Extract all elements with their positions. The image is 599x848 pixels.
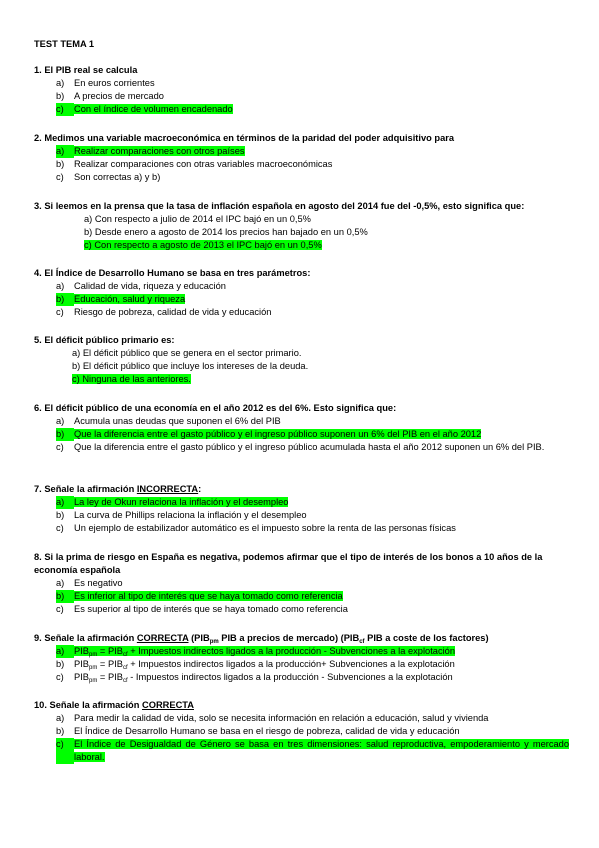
question-title: 6. El déficit público de una economía en el año 2012 es del 6%. Esto significa que: [34,403,397,413]
question-5 [34,334,569,386]
option-c: c) Un ejemplo de estabilizador automático es el impuesto sobre la renta de las personas físicas [56,523,456,533]
question-7 [34,483,569,535]
option-b: b) El Índice de Desarrollo Humano se basa en el riesgo de pobreza, calidad de vida y educación [56,726,460,736]
option-a: a) El déficit público que se genera en el sector primario. [72,348,302,358]
option-a: a) Es negativo [56,578,123,588]
option-b: b) Es inferior al tipo de interés que se haya tomado como referencia [56,591,343,601]
option-a: a) En euros corrientes [56,78,155,88]
option-c: c) Es superior al tipo de interés que se haya tomado como referencia [56,604,348,614]
option-c: c) El Índice de Desigualdad de Género se basa en tres dimensiones: salud reproductiva, empoderamiento y mercado laboral. [56,739,569,762]
question-8 [34,551,569,616]
question-title: 9. Señale la afirmación CORRECTA ($PIB_{pm}$ PIB a precios de mercado) ($PIB_{cf}$ PIB a coste de los factores) [34,633,489,645]
option-a: a) La ley de Okun relaciona la inflación y el desempleo [56,497,289,507]
option-a: a) Realizar comparaciones con otros países [56,146,245,156]
option-c: c) $PIB_{pm} = PIB_{cf}$ - Impuestos indirectos ligados a la producción - Subvenciones a la explotación [56,672,453,684]
question-10 [34,699,569,764]
question-title: 2. Medimos una variable macroeconómica en términos de la paridad del poder adquisitivo para [34,133,455,143]
question-2 [34,132,569,184]
question-title: 4. El Índice de Desarrollo Humano se basa en tres parámetros: [34,268,311,278]
document-title: TEST TEMA 1 [34,39,95,49]
question-4 [34,267,569,319]
option-c: c) Riesgo de pobreza, calidad de vida y educación [56,307,272,317]
question-title: 10. Señale la afirmación CORRECTA [34,700,194,710]
option-a: a) Con respecto a julio de 2014 el IPC bajó en un 0,5% [84,214,311,224]
question-title: 8. Si la prima de riesgo en España es negativa, podemos afirmar que el tipo de interés de los bonos a 10 años de la economía española [34,552,543,575]
option-b: b) El déficit público que incluye los intereses de la deuda. [72,361,309,371]
question-title: 1. El PIB real se calcula [34,65,138,75]
question-title: 5. El déficit público primario es: [34,335,175,345]
option-b: b) Que la diferencia entre el gasto público y el ingreso público suponen un 6% del PIB en el año 2012 [56,429,482,439]
option-c: c) Con respecto a agosto de 2013 el IPC bajó en un 0,5% [84,240,322,250]
question-1 [34,64,569,116]
option-b: b) Desde enero a agosto de 2014 los precios han bajado en un 0,5% [84,227,368,237]
option-c: c) Con el índice de volumen encadenado [56,104,233,114]
option-a: a) $PIB_{pm} = PIB_{cf}$ + Impuestos indirectos ligados a la producción - Subvenciones a la explotación [56,646,456,658]
option-a: a) Para medir la calidad de vida, solo se necesita información en relación a educación, salud y vivienda [56,713,489,723]
option-c: c) Que la diferencia entre el gasto público y el ingreso público acumulada hasta el año 2012 suponen un 6% del PIB. [56,442,545,452]
option-c: c) Son correctas a) y b) [56,172,161,182]
question-6 [34,402,569,454]
option-a: a) Calidad de vida, riqueza y educación [56,281,226,291]
option-b: b) La curva de Phillips relaciona la inflación y el desempleo [56,510,307,520]
option-b: b) Realizar comparaciones con otras variables macroeconómicas [56,159,333,169]
question-title: 3. Si leemos en la prensa que la tasa de inflación española en agosto del 2014 fue del -0,5%, esto significa que: [34,201,525,211]
question-title: 7. Señale la afirmación INCORRECTA: [34,484,202,494]
question-3 [34,200,569,252]
option-c: c) Ninguna de las anteriores. [72,374,191,384]
option-b: b) $PIB_{pm} = PIB_{cf}$ + Impuestos indirectos ligados a la producción+ Subvenciones a la explotación [56,659,455,671]
option-b: b) A precios de mercado [56,91,164,101]
option-a: a) Acumula unas deudas que suponen el 6% del PIB [56,416,281,426]
option-b: b) Educación, salud y riqueza [56,294,186,304]
question-9 [34,632,569,684]
